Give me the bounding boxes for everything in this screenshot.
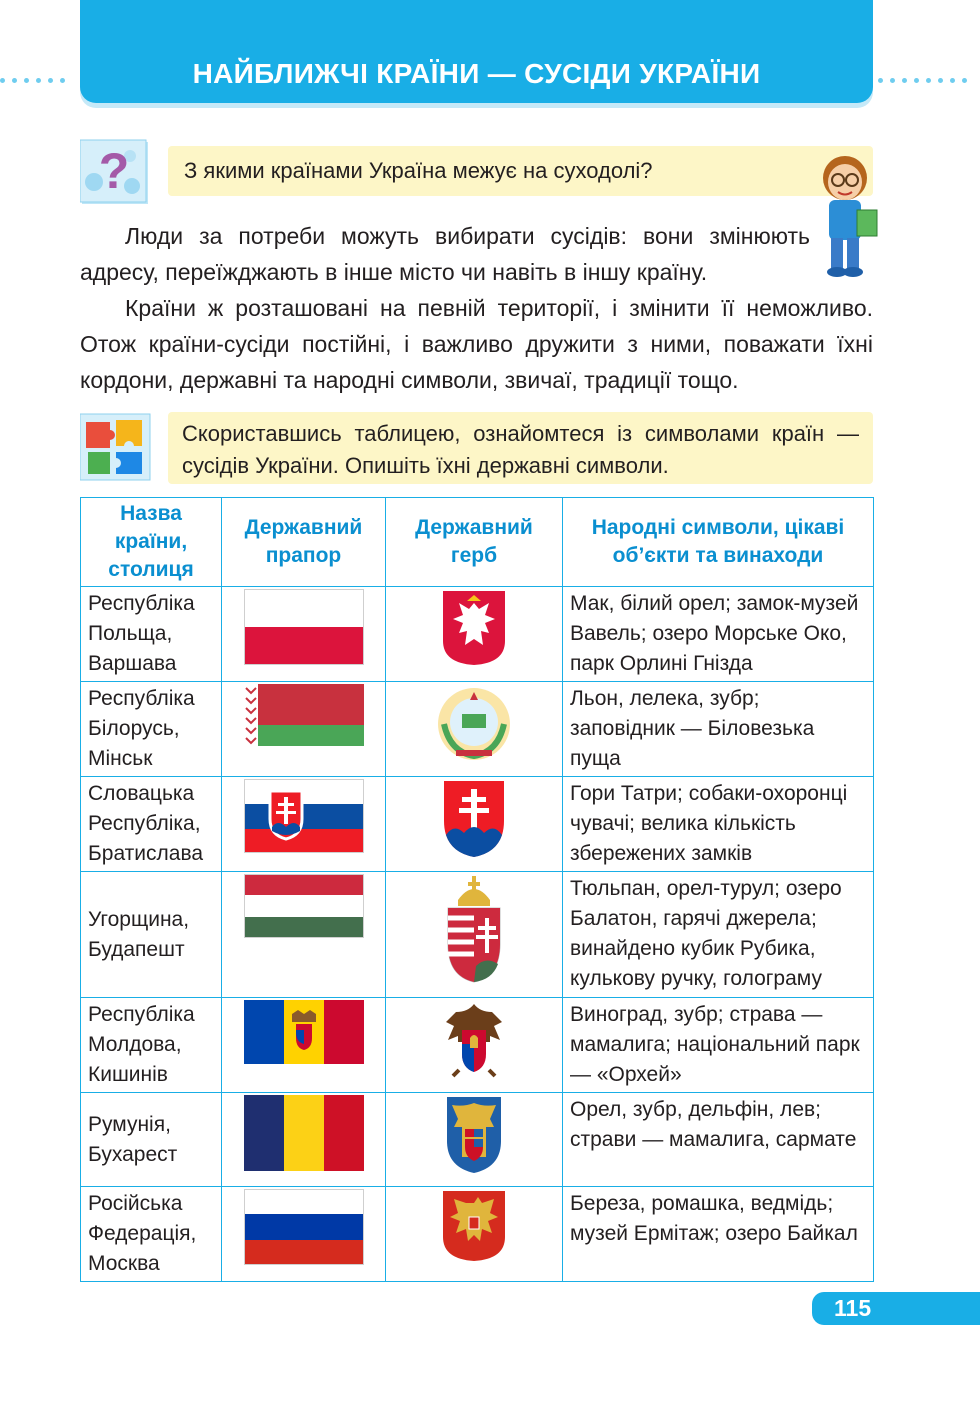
slovakia-flag (244, 779, 364, 853)
arms-cell (386, 1093, 563, 1187)
table-row (81, 872, 874, 998)
country-name: Румунія, Бухарест (81, 1093, 222, 1187)
puzzle-icon (80, 412, 152, 480)
table-row (81, 1093, 874, 1187)
page-number-badge (812, 1292, 980, 1325)
flag-cell (222, 777, 386, 872)
russia-flag (244, 1189, 364, 1265)
arms-cell (386, 998, 563, 1093)
page-title: НАЙБЛИЖЧІ КРАЇНИ — СУСІДИ УКРАЇНИ (192, 58, 761, 89)
arms-cell (386, 872, 563, 998)
symbols-text: Тюльпан, орел-турул; озеро Балатон, гарячі джерела; винайдено кубик Рубика, кулькову ручку, голограму (563, 872, 874, 998)
country-name: Республіка Польща, Варшава (81, 587, 222, 682)
arms-cell (386, 682, 563, 777)
moldova-coat-of-arms (443, 1000, 505, 1080)
country-name: Республіка Молдова, Кишинів (81, 998, 222, 1093)
slovakia-coat-of-arms (442, 779, 506, 859)
hungary-coat-of-arms (444, 874, 504, 986)
page-number: 115 (834, 1295, 872, 1321)
flag-cell (222, 998, 386, 1093)
russia-coat-of-arms (441, 1189, 507, 1263)
symbols-text: Льон, лелека, зубр; заповідник — Біловезька пуща (563, 682, 874, 777)
flag-cell (222, 682, 386, 777)
poland-flag (244, 589, 364, 665)
table-row (81, 777, 874, 872)
country-name: Словацька Республіка, Братислава (81, 777, 222, 872)
header-arms: Державний герб (386, 498, 563, 587)
prompt-task (168, 412, 873, 484)
hungary-flag (244, 874, 364, 938)
romania-flag (244, 1095, 364, 1171)
symbols-text: Береза, ромашка, ведмідь; музей Ермітаж; озеро Байкал (563, 1187, 874, 1282)
symbols-text: Виноград, зубр; страва — мамалига; національний парк — «Орхей» (563, 998, 874, 1093)
belarus-coat-of-arms (434, 684, 514, 764)
decorative-dots-right (878, 70, 980, 76)
prompt-question-text: З якими країнами Україна межує на суходолі? (184, 158, 653, 183)
poland-coat-of-arms (441, 589, 507, 667)
arms-cell (386, 777, 563, 872)
paragraph-1: Люди за потреби можуть вибирати сусідів: вони змінюють адресу, переїжджають в інше місто чи навіть в іншу країну. (80, 223, 810, 285)
flag-cell (222, 1093, 386, 1187)
page-header (80, 0, 873, 103)
neighbors-table (80, 497, 874, 1282)
country-name: Угорщина, Будапешт (81, 872, 222, 998)
prompt-question (168, 146, 873, 196)
symbols-text: Орел, зубр, дельфін, лев; страви — мамалига, сармате (563, 1093, 874, 1187)
table-row (81, 998, 874, 1093)
symbols-text: Мак, білий орел; замок-музей Вавель; озеро Морське Око, парк Орлині Гнізда (563, 587, 874, 682)
question-icon (80, 138, 152, 206)
flag-cell (222, 587, 386, 682)
arms-cell (386, 1187, 563, 1282)
symbols-text: Гори Татри; собаки-охоронці чувачі; велика кількість збережених замків (563, 777, 874, 872)
table-header-row (81, 498, 874, 587)
moldova-flag (244, 1000, 364, 1064)
romania-coat-of-arms (445, 1095, 503, 1175)
svg-text:?: ? (98, 143, 130, 199)
table-row (81, 1187, 874, 1282)
country-name: Російська Федерація, Москва (81, 1187, 222, 1282)
belarus-flag (244, 684, 364, 746)
table-row (81, 587, 874, 682)
flag-cell (222, 872, 386, 998)
decorative-dots-left (0, 70, 78, 76)
table-row (81, 682, 874, 777)
flag-cell (222, 1187, 386, 1282)
boy-illustration (815, 150, 885, 280)
paragraph-2: Країни ж розташовані на певній території, і змінити її неможливо. Отож країни-сусіди постійні, і важливо дружити з ними, поважати їхні кордони, державні та народні символи, звичаї, традиції тощо. (80, 295, 873, 393)
header-symbols: Народні символи, цікаві об’єкти та винаходи (563, 498, 874, 587)
header-flag: Державний прапор (222, 498, 386, 587)
header-country: Назва країни, столиця (81, 498, 222, 587)
arms-cell (386, 587, 563, 682)
country-name: Республіка Білорусь, Мінськ (81, 682, 222, 777)
prompt-task-text: Скориставшись таблицею, ознайомтеся із символами країн — сусідів України. Опишіть їхні державні символи. (182, 421, 859, 478)
